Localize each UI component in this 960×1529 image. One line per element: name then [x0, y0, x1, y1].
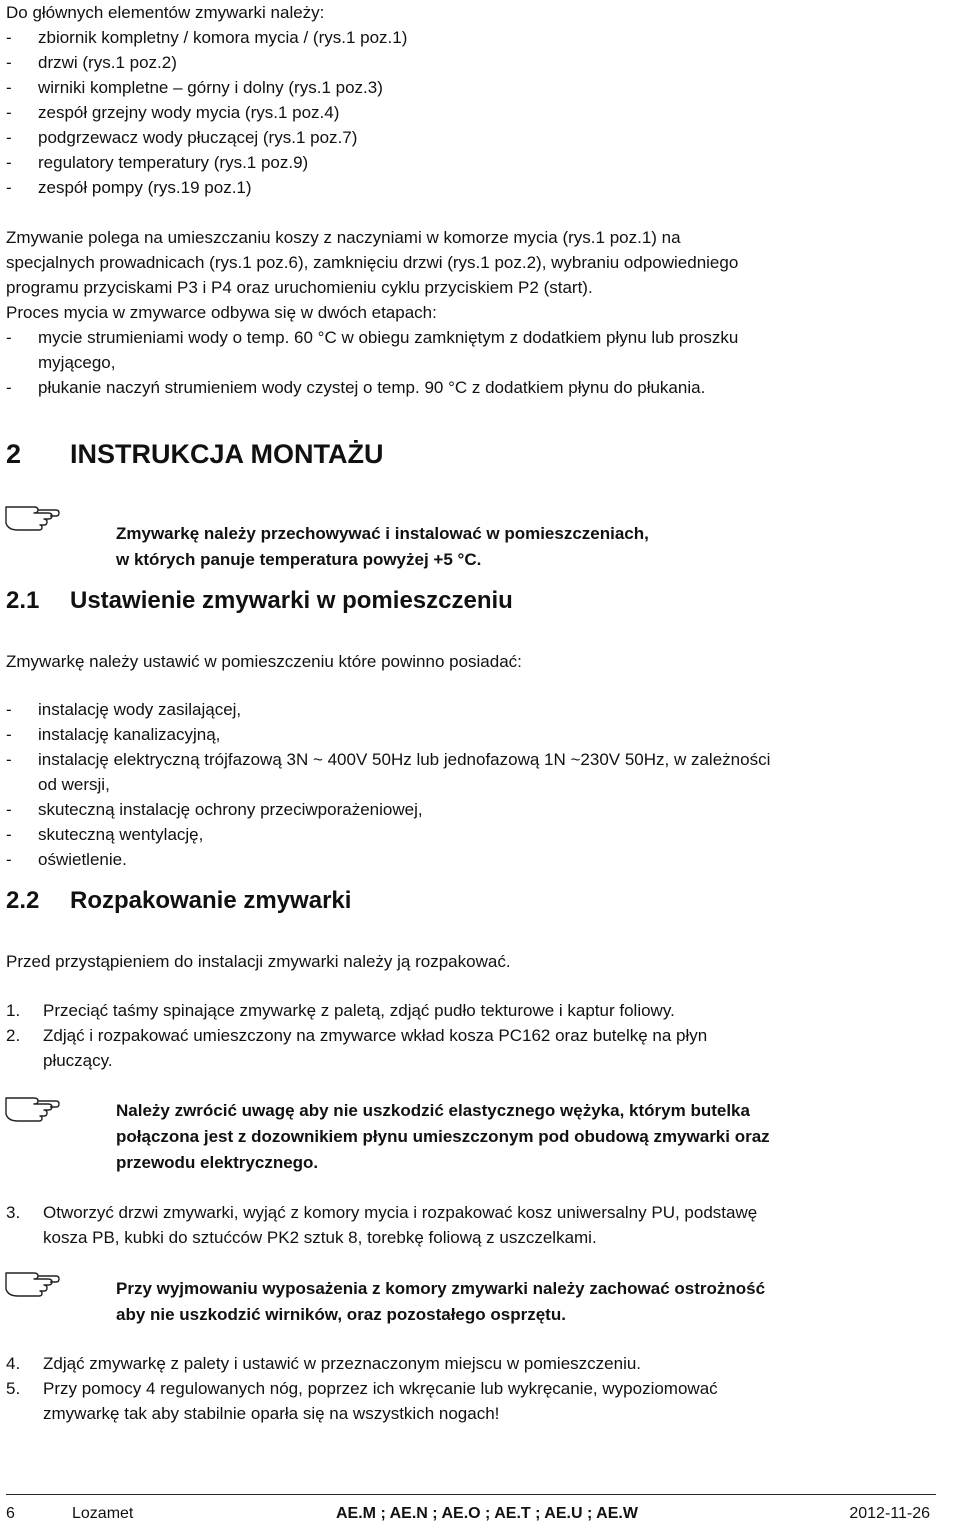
- list-item-text: regulatory temperatury (rys.1 poz.9): [38, 153, 309, 172]
- washing-description: [6, 225, 960, 400]
- step-line: Zdjąć i rozpakować umieszczony na zmywarce wkład kosza PC162 oraz butelkę na płyn: [43, 1026, 708, 1045]
- list-item-line: myjącego,: [38, 353, 116, 372]
- dash-bullet: -: [6, 850, 12, 869]
- numbered-step: [6, 1200, 960, 1250]
- list-item-line: skuteczną instalację ochrony przeciwporażeniowej,: [38, 800, 423, 819]
- dash-bullet: -: [6, 750, 12, 769]
- requirements-list: [6, 697, 960, 872]
- list-item: [6, 100, 960, 125]
- note-line: Zmywarkę należy przechowywać i instalować w pomieszczeniach,: [116, 524, 649, 543]
- list-item: [6, 125, 960, 150]
- page-number: 6: [6, 1505, 15, 1522]
- list-item-line: płukanie naczyń strumieniem wody czystej o temp. 90 °C z dodatkiem płynu do płukania.: [38, 378, 706, 397]
- pointing-hand-icon: [4, 1088, 60, 1122]
- footer-date: 2012-11-26: [849, 1505, 930, 1522]
- list-item: [6, 847, 960, 872]
- dash-bullet: -: [6, 825, 12, 844]
- list-item-text: podgrzewacz wody płuczącej (rys.1 poz.7): [38, 128, 358, 147]
- list-item-line: mycie strumieniami wody o temp. 60 °C w obiegu zamkniętym z dodatkiem płynu lub proszku: [38, 328, 739, 347]
- note-line: Przy wyjmowaniu wyposażenia z komory zmywarki należy zachować ostrożność: [116, 1279, 766, 1298]
- section-2-2-heading: [6, 886, 960, 916]
- dash-bullet: -: [6, 153, 12, 172]
- list-item-text: zespół pompy (rys.19 poz.1): [38, 178, 252, 197]
- list-item: [6, 697, 960, 722]
- list-item: [6, 722, 960, 747]
- dash-bullet: -: [6, 328, 12, 347]
- model-list: AE.M ; AE.N ; AE.O ; AE.T ; AE.U ; AE.W: [336, 1505, 638, 1522]
- numbered-step: [6, 1023, 960, 1073]
- section-title: INSTRUKCJA MONTAŻU: [70, 439, 384, 469]
- list-item-line: instalację wody zasilającej,: [38, 700, 242, 719]
- section-2-1-heading: [6, 586, 960, 616]
- step-number: 3.: [6, 1203, 21, 1222]
- dash-bullet: -: [6, 128, 12, 147]
- dash-bullet: -: [6, 800, 12, 819]
- numbered-step: [6, 1351, 960, 1376]
- note-line: w których panuje temperatura powyżej +5 °C.: [116, 550, 482, 569]
- pointing-hand-icon: [4, 497, 60, 531]
- list-item-line: skuteczną wentylację,: [38, 825, 204, 844]
- section-title: Ustawienie zmywarki w pomieszczeniu: [70, 587, 513, 614]
- unpacking-step-3: [6, 1200, 960, 1250]
- unpacking-steps-4-5: [6, 1351, 960, 1426]
- dash-bullet: -: [6, 378, 12, 397]
- section-number: 2.1: [6, 587, 40, 614]
- step-line: Zdjąć zmywarkę z palety i ustawić w przeznaczonym miejscu w pomieszczeniu.: [43, 1354, 642, 1373]
- step-line: kosza PB, kubki do sztućców PK2 sztuk 8, torebkę foliową z uszczelkami.: [43, 1228, 597, 1247]
- equipment-warning-note: [116, 1276, 960, 1328]
- note-line: aby nie uszkodzić wirników, oraz pozostałego osprzętu.: [116, 1305, 566, 1324]
- note-line: połączona jest z dozownikiem płynu umieszczonym pod obudową zmywarki oraz: [116, 1127, 770, 1146]
- hose-warning-note: [116, 1098, 960, 1176]
- section-2-heading: [6, 438, 960, 470]
- section-number: 2: [6, 439, 22, 469]
- dash-bullet: -: [6, 725, 12, 744]
- components-list: [6, 25, 960, 200]
- list-item-line: instalację elektryczną trójfazową 3N ~ 400V 50Hz lub jednofazową 1N ~230V 50Hz, w zależności: [38, 750, 771, 769]
- numbered-step: [6, 1376, 960, 1426]
- note-line: Należy zwrócić uwagę aby nie uszkodzić elastycznego wężyka, którym butelka: [116, 1101, 750, 1120]
- list-item-text: drzwi (rys.1 poz.2): [38, 53, 177, 72]
- step-line: płuczący.: [43, 1051, 113, 1070]
- step-line: Przeciąć taśmy spinające zmywarkę z paletą, zdjąć pudło tekturowe i kaptur foliowy.: [43, 1001, 675, 1020]
- paragraph-line: specjalnych prowadnicach (rys.1 poz.6), zamknięciu drzwi (rys.1 poz.2), wybraniu odpowiedniego: [6, 253, 739, 272]
- section-number: 2.2: [6, 887, 40, 914]
- list-item: [6, 822, 960, 847]
- list-item-text: zbiornik kompletny / komora mycia / (rys.1 poz.1): [38, 28, 408, 47]
- placement-intro: Zmywarkę należy ustawić w pomieszczeniu które powinno posiadać:: [6, 652, 522, 671]
- step-line: Przy pomocy 4 regulowanych nóg, poprzez ich wkręcanie lub wykręcanie, wypoziomować: [43, 1379, 718, 1398]
- unpacking-steps-1-2: [6, 998, 960, 1073]
- list-item: [6, 150, 960, 175]
- step-number: 2.: [6, 1026, 21, 1045]
- paragraph-line: Proces mycia w zmywarce odbywa się w dwóch etapach:: [6, 303, 437, 322]
- section-title: Rozpakowanie zmywarki: [70, 887, 352, 914]
- list-item: [6, 747, 960, 797]
- dash-bullet: -: [6, 53, 12, 72]
- paragraph-line: programu przyciskami P3 i P4 oraz uruchomieniu cyklu przyciskiem P2 (start).: [6, 278, 593, 297]
- note-line: przewodu elektrycznego.: [116, 1153, 319, 1172]
- dash-bullet: -: [6, 700, 12, 719]
- list-item: [6, 50, 960, 75]
- components-section: [6, 0, 960, 200]
- list-item: [6, 75, 960, 100]
- list-item: [6, 25, 960, 50]
- list-item: [6, 325, 960, 375]
- storage-note: [116, 521, 960, 573]
- list-item: [6, 797, 960, 822]
- list-item-line: instalację kanalizacyjną,: [38, 725, 221, 744]
- dash-bullet: -: [6, 78, 12, 97]
- list-item: [6, 375, 960, 400]
- list-item: [6, 175, 960, 200]
- list-item-text: zespół grzejny wody mycia (rys.1 poz.4): [38, 103, 340, 122]
- step-number: 4.: [6, 1354, 21, 1373]
- step-line: Otworzyć drzwi zmywarki, wyjąć z komory mycia i rozpakować kosz uniwersalny PU, podstawę: [43, 1203, 758, 1222]
- list-item-line: oświetlenie.: [38, 850, 127, 869]
- list-item-text: wirniki kompletne – górny i dolny (rys.1 poz.3): [38, 78, 383, 97]
- dash-bullet: -: [6, 103, 12, 122]
- list-item-line: od wersji,: [38, 775, 110, 794]
- washing-stages-list: [6, 325, 960, 400]
- page-footer: [6, 1494, 936, 1525]
- pointing-hand-icon: [4, 1263, 60, 1297]
- dash-bullet: -: [6, 178, 12, 197]
- step-number: 1.: [6, 1001, 21, 1020]
- components-heading: Do głównych elementów zmywarki należy:: [6, 3, 325, 22]
- step-line: zmywarkę tak aby stabilnie oparła się na wszystkich nogach!: [43, 1404, 500, 1423]
- paragraph-line: Zmywanie polega na umieszczaniu koszy z naczyniami w komorze mycia (rys.1 poz.1) na: [6, 228, 681, 247]
- company-name: Lozamet: [72, 1505, 134, 1522]
- numbered-step: [6, 998, 960, 1023]
- unpacking-intro: Przed przystąpieniem do instalacji zmywarki należy ją rozpakować.: [6, 952, 511, 971]
- step-number: 5.: [6, 1379, 21, 1398]
- dash-bullet: -: [6, 28, 12, 47]
